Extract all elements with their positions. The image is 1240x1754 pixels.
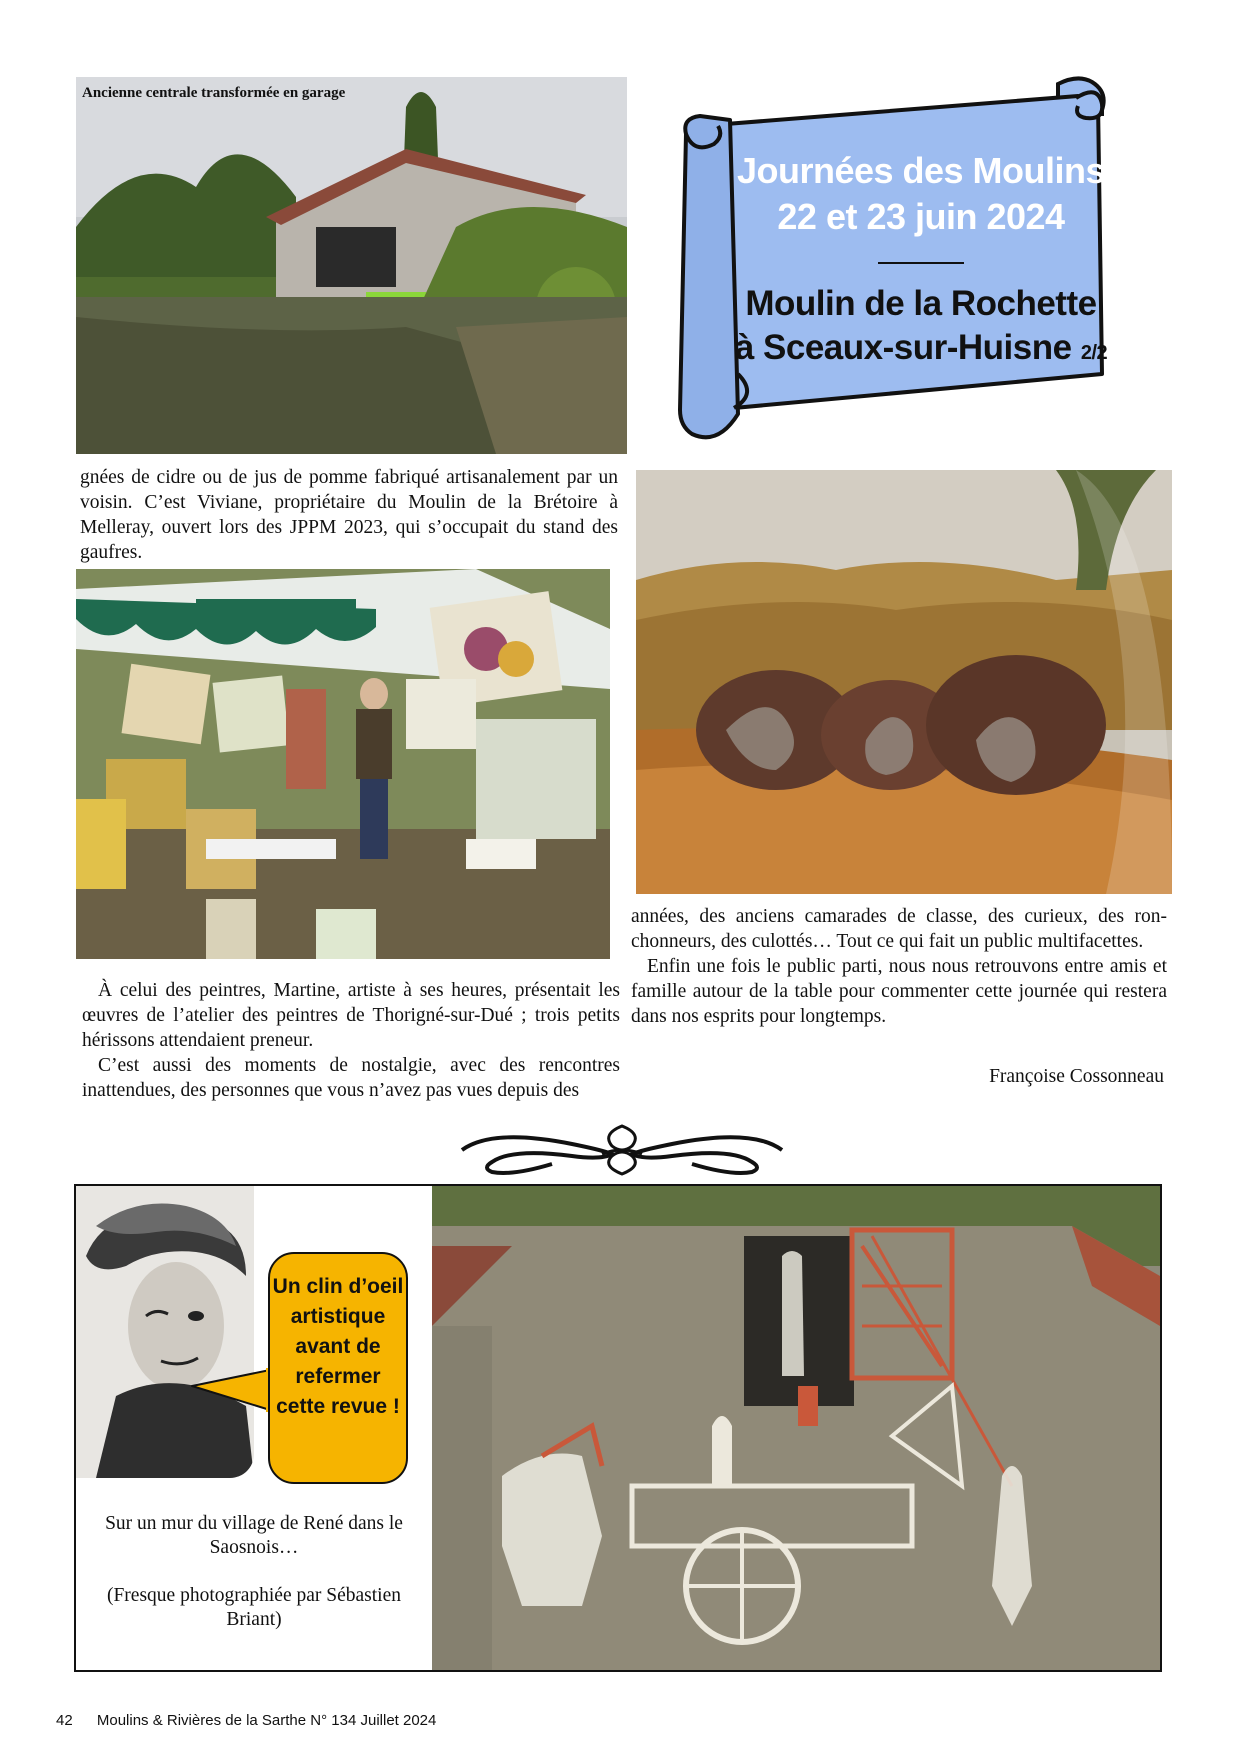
article-column-left-top bbox=[80, 465, 618, 565]
paragraph: Enfin une fois le public parti, nous nous retrouvons entre amis et famille autour de la table pour commenter cette journée qui restera dans nos esprits pour longtemps. bbox=[631, 956, 1167, 1027]
page-footer bbox=[56, 1712, 456, 1729]
speech-bubble-tail bbox=[186, 1364, 276, 1424]
photo-caption: Ancienne centrale transformée en garage bbox=[82, 85, 346, 101]
photo-painters-stand bbox=[76, 569, 610, 959]
fresco-credit: (Fresque photographiée par Sébastien Briant) bbox=[106, 1585, 402, 1630]
author-signature: Françoise Cossonneau bbox=[989, 1066, 1164, 1087]
ornament-divider bbox=[452, 1118, 792, 1182]
title-block bbox=[728, 148, 1114, 375]
title-divider bbox=[878, 262, 964, 264]
paragraph: C’est aussi des moments de nostalgie, avec des rencontres inattendues, des personnes que vous n’avez pas vues depuis des bbox=[82, 1055, 620, 1101]
photo-portrait-winking-woman bbox=[76, 1186, 254, 1478]
article-column-right-bottom bbox=[631, 904, 1167, 1029]
event-title-line2: 22 et 23 juin 2024 bbox=[777, 196, 1065, 237]
photo-old-power-plant bbox=[76, 77, 627, 454]
subtitle-line1: Moulin de la Rochette bbox=[745, 284, 1097, 323]
photo-hedgehog-painting bbox=[636, 470, 1172, 894]
page-number: 42 bbox=[56, 1712, 73, 1729]
subtitle-line2: à Sceaux-sur-Huisne bbox=[734, 328, 1072, 367]
event-title-line1: Journées des Moulins bbox=[736, 150, 1106, 191]
paragraph: gnées de cidre ou de jus de pomme fabriqué artisanalement par un voisin. C’est Viviane, propriétaire du Moulin de la Brétoire à Melleray, ouvert lors des JPPM 2023, qui s’occupait du stand des gaufres. bbox=[80, 467, 618, 563]
article-column-left-bottom bbox=[82, 978, 620, 1103]
paragraph: À celui des peintres, Martine, artiste à ses heures, présentait les œuvres de l’atelier des peintres de Thorigné-sur-Dué ; trois petits hérissons attendaient preneur. bbox=[82, 980, 620, 1051]
fresco-caption: Sur un mur du village de René dans le Saosnois… bbox=[105, 1513, 403, 1558]
paragraph: années, des anciens camarades de classe, des curieux, des ronchonneurs, des culottés… Tout ce qui fait un public multifacettes. bbox=[631, 906, 1167, 952]
speech-bubble: Un clin d’oeil artistique avant de refermer cette revue ! bbox=[268, 1252, 408, 1484]
part-indicator: 2/2 bbox=[1080, 342, 1108, 364]
magazine-title: Moulins & Rivières de la Sarthe N° 134 Juillet 2024 bbox=[96, 1712, 437, 1729]
photo-wall-fresco bbox=[432, 1186, 1160, 1670]
